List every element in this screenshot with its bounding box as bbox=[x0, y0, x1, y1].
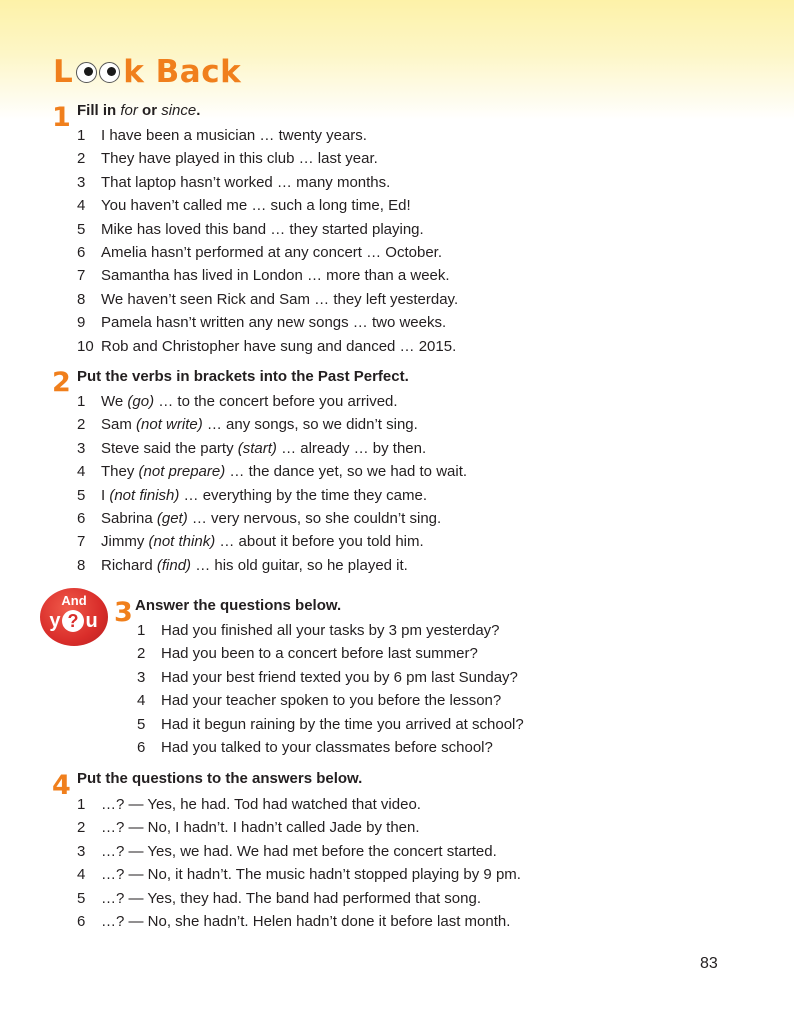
item-number: 7 bbox=[77, 267, 86, 285]
item-number: 2 bbox=[77, 416, 86, 434]
item-text: Samantha has lived in London … more than a week. bbox=[101, 267, 450, 285]
item-text: Had you talked to your classmates before school? bbox=[161, 738, 493, 756]
item-text-end: … about it before you told him. bbox=[215, 533, 424, 551]
item-number: 4 bbox=[137, 692, 146, 710]
item-text-end: … his old guitar, so he played it. bbox=[191, 556, 408, 574]
exercise-item bbox=[77, 218, 458, 241]
item-number: 1 bbox=[77, 127, 86, 144]
page-number: 83 bbox=[700, 955, 718, 972]
exercise-item bbox=[77, 507, 467, 530]
title-prefix: L bbox=[53, 54, 74, 90]
exercise-item bbox=[77, 241, 458, 264]
item-number: 5 bbox=[77, 889, 86, 907]
item-text-end: … everything by the time they came. bbox=[179, 486, 427, 504]
item-number: 2 bbox=[137, 645, 146, 663]
exercise-3-number: 3 bbox=[114, 597, 133, 628]
instruction-text: . bbox=[196, 102, 201, 119]
item-text bbox=[101, 484, 427, 507]
item-verb: (go) bbox=[127, 393, 155, 410]
exercise-item bbox=[77, 311, 458, 334]
instruction-since: since bbox=[161, 102, 197, 119]
item-number: 9 bbox=[77, 314, 86, 332]
item-text-start: I bbox=[101, 486, 110, 504]
item-number: 1 bbox=[77, 796, 86, 813]
item-verb: (not think) bbox=[148, 533, 216, 551]
exercise-item bbox=[137, 666, 524, 689]
item-text: …? — No, she hadn’t. Helen hadn’t done it before last month. bbox=[101, 912, 511, 930]
exercise-item bbox=[77, 124, 458, 147]
item-number: 3 bbox=[77, 173, 86, 191]
item-number: 2 bbox=[77, 150, 86, 168]
exercise-item bbox=[77, 484, 467, 507]
item-text: Rob and Christopher have sung and danced … 2015. bbox=[101, 337, 457, 355]
badge-u: u bbox=[85, 610, 99, 632]
item-number: 6 bbox=[77, 243, 86, 261]
page-title bbox=[53, 52, 241, 92]
item-number: 6 bbox=[77, 509, 86, 527]
instruction-text: or bbox=[137, 102, 162, 119]
exercise-item bbox=[77, 530, 467, 553]
exercise-item bbox=[137, 619, 524, 642]
item-verb: (get) bbox=[156, 509, 188, 527]
item-text: …? — No, it hadn’t. The music hadn’t stopped playing by 9 pm. bbox=[101, 866, 521, 884]
exercise-item bbox=[137, 689, 524, 712]
item-text-end: … any songs, so we didn’t sing. bbox=[202, 416, 418, 434]
exercise-item bbox=[77, 147, 458, 170]
exercise-item bbox=[137, 642, 524, 665]
item-number: 7 bbox=[77, 533, 86, 551]
item-text: …? — Yes, we had. We had met before the concert started. bbox=[101, 842, 497, 860]
item-number: 4 bbox=[77, 463, 86, 481]
item-text-end: … very nervous, so she couldn’t sing. bbox=[187, 509, 442, 527]
item-text bbox=[101, 460, 467, 483]
item-text-end: … the dance yet, so we had to wait. bbox=[225, 463, 468, 481]
item-number: 1 bbox=[77, 393, 86, 410]
item-verb: (find) bbox=[156, 556, 192, 574]
item-text: …? — No, I hadn’t. I hadn’t called Jade by then. bbox=[101, 819, 420, 837]
item-number: 1 bbox=[137, 622, 146, 639]
instruction-text: Fill in bbox=[77, 102, 121, 119]
exercise-item bbox=[77, 413, 467, 436]
item-number: 3 bbox=[77, 439, 86, 457]
exercise-item bbox=[137, 736, 524, 759]
item-verb: (not prepare) bbox=[138, 463, 226, 481]
item-text bbox=[101, 554, 408, 577]
item-text: They have played in this club … last year. bbox=[101, 150, 378, 168]
item-text: Had your teacher spoken to you before the lesson? bbox=[161, 692, 502, 710]
item-verb: (start) bbox=[237, 439, 277, 457]
badge-and-label: And bbox=[61, 593, 87, 608]
exercise-item bbox=[77, 863, 521, 886]
item-text: Had it begun raining by the time you arrived at school? bbox=[161, 715, 524, 733]
item-number: 8 bbox=[77, 556, 86, 574]
exercise-item bbox=[77, 390, 467, 413]
item-text: Amelia hasn’t performed at any concert … October. bbox=[101, 243, 442, 261]
and-you-badge bbox=[40, 588, 108, 646]
item-text-end: … already … by then. bbox=[276, 439, 427, 457]
title-suffix: k Back bbox=[123, 54, 242, 90]
question-mark-icon: ? bbox=[62, 610, 84, 632]
exercise-4-number: 4 bbox=[52, 770, 71, 801]
item-number: 4 bbox=[77, 197, 86, 215]
right-eye-icon bbox=[99, 62, 120, 83]
exercise-item bbox=[77, 335, 458, 358]
item-text bbox=[101, 413, 418, 436]
instruction-for: for bbox=[120, 102, 138, 119]
exercise-item bbox=[77, 288, 458, 311]
exercise-1-instruction bbox=[77, 102, 200, 119]
exercise-3-list bbox=[137, 619, 524, 759]
exercise-4-instruction: Put the questions to the answers below. bbox=[77, 770, 363, 787]
item-text bbox=[101, 530, 424, 553]
item-text: …? — Yes, they had. The band had performed that song. bbox=[101, 889, 481, 907]
item-text: Had you been to a concert before last summer? bbox=[161, 645, 478, 663]
exercise-3-instruction: Answer the questions below. bbox=[135, 597, 342, 614]
item-number: 8 bbox=[77, 290, 86, 308]
item-text bbox=[101, 507, 441, 530]
exercise-item bbox=[137, 713, 524, 736]
item-text: …? — Yes, he had. Tod had watched that video. bbox=[101, 796, 421, 813]
badge-y: y bbox=[49, 610, 62, 632]
item-number: 4 bbox=[77, 866, 86, 884]
item-number: 5 bbox=[137, 715, 146, 733]
item-text: Had you finished all your tasks by 3 pm yesterday? bbox=[161, 622, 500, 639]
item-text bbox=[101, 437, 426, 460]
exercise-item bbox=[77, 840, 521, 863]
item-verb: (not finish) bbox=[109, 486, 180, 504]
exercise-item bbox=[77, 460, 467, 483]
exercise-1-list bbox=[77, 124, 458, 358]
item-number: 5 bbox=[77, 220, 86, 238]
item-number: 3 bbox=[137, 668, 146, 686]
exercise-item bbox=[77, 887, 521, 910]
exercise-item bbox=[77, 171, 458, 194]
exercise-item bbox=[77, 264, 458, 287]
item-text-end: … to the concert before you arrived. bbox=[154, 393, 398, 410]
exercise-2-instruction: Put the verbs in brackets into the Past Perfect. bbox=[77, 368, 409, 385]
item-text-start: Steve said the party bbox=[101, 439, 238, 457]
left-eye-icon bbox=[76, 62, 97, 83]
item-text-start: They bbox=[101, 463, 139, 481]
item-text bbox=[101, 390, 398, 413]
exercise-2-list bbox=[77, 390, 467, 577]
badge-you-label bbox=[40, 610, 108, 633]
eyes-icon bbox=[75, 62, 121, 83]
exercise-item bbox=[77, 194, 458, 217]
item-text-start: Richard bbox=[101, 556, 157, 574]
item-text: Had your best friend texted you by 6 pm last Sunday? bbox=[161, 668, 518, 686]
item-number: 2 bbox=[77, 819, 86, 837]
item-verb: (not write) bbox=[136, 416, 203, 434]
exercise-2-number: 2 bbox=[52, 367, 71, 398]
item-text-start: Sam bbox=[101, 416, 137, 434]
exercise-item bbox=[77, 554, 467, 577]
exercise-1-number: 1 bbox=[52, 102, 71, 133]
item-text-start: Jimmy bbox=[101, 533, 149, 551]
item-text: Mike has loved this band … they started playing. bbox=[101, 220, 424, 238]
item-text: That laptop hasn’t worked … many months. bbox=[101, 173, 391, 191]
item-text-start: We bbox=[101, 393, 128, 410]
exercise-item bbox=[77, 437, 467, 460]
exercise-4-list bbox=[77, 793, 521, 933]
item-number: 5 bbox=[77, 486, 86, 504]
item-text-start: Sabrina bbox=[101, 509, 157, 527]
exercise-item bbox=[77, 816, 521, 839]
item-text: I have been a musician … twenty years. bbox=[101, 127, 367, 144]
item-text: You haven’t called me … such a long time, Ed! bbox=[101, 197, 411, 215]
item-number: 3 bbox=[77, 842, 86, 860]
exercise-item bbox=[77, 793, 521, 816]
item-number: 10 bbox=[77, 337, 94, 355]
item-text: We haven’t seen Rick and Sam … they left yesterday. bbox=[101, 290, 459, 308]
item-text: Pamela hasn’t written any new songs … two weeks. bbox=[101, 314, 447, 332]
item-number: 6 bbox=[77, 912, 86, 930]
item-number: 6 bbox=[137, 738, 146, 756]
exercise-item bbox=[77, 910, 521, 933]
